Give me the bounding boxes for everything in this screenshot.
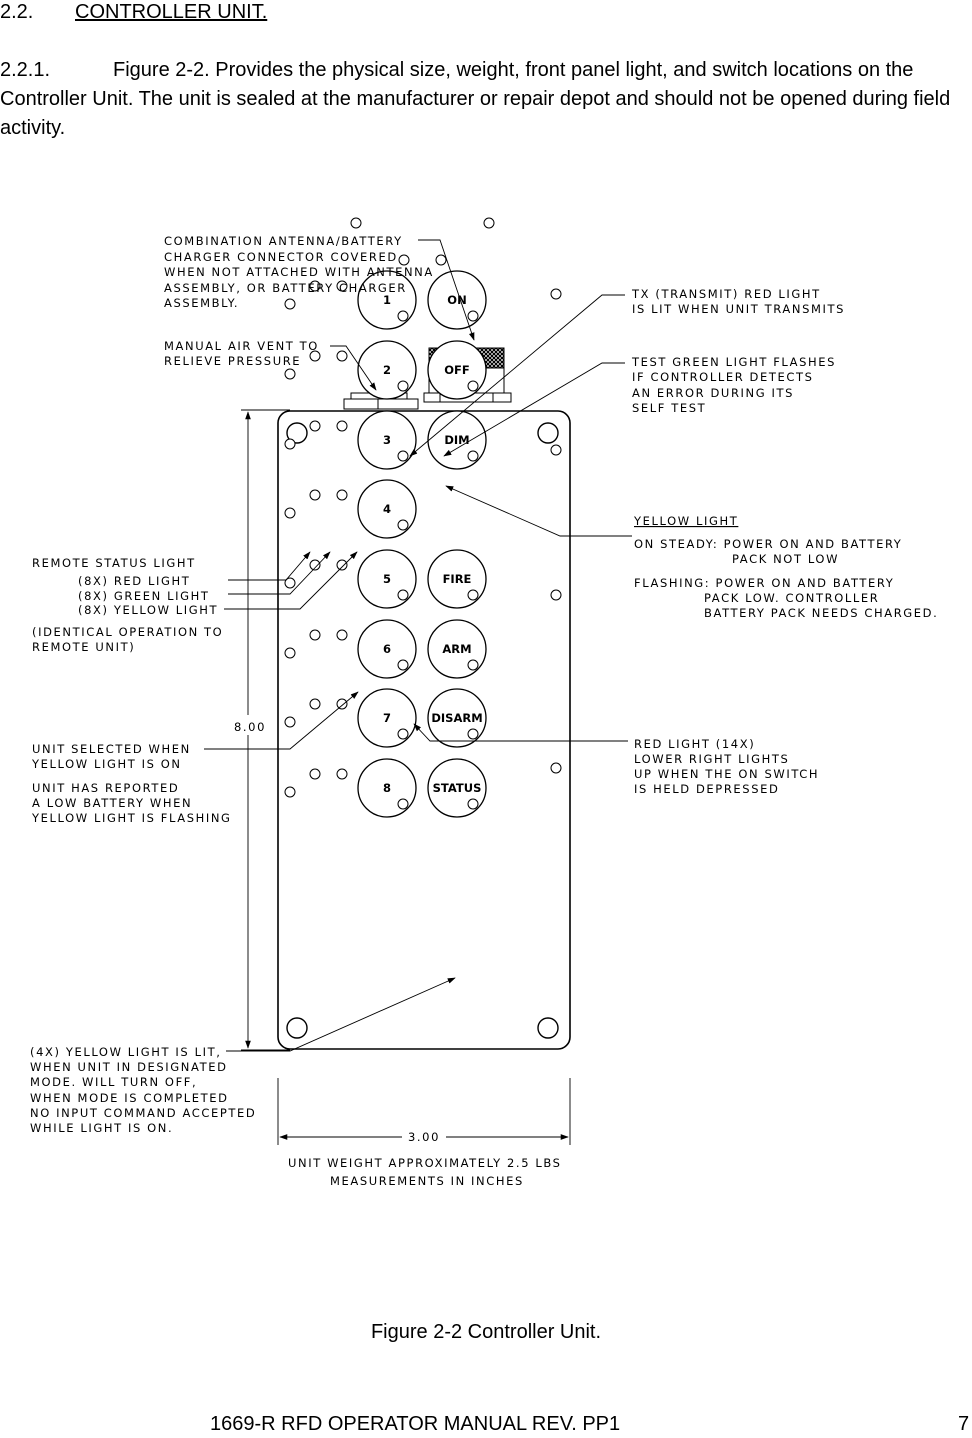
callout-line: BATTERY PACK NEEDS CHARGED. [704, 606, 939, 620]
callout-test-light [631, 355, 841, 415]
red-light [398, 799, 408, 809]
callout-line: FLASHING: POWER ON AND BATTERY [634, 576, 895, 590]
callout-air-vent [164, 339, 324, 368]
status-light [337, 769, 347, 779]
callout-line: IF CONTROLLER DETECTS [632, 370, 814, 384]
indicator-light [436, 255, 446, 265]
status-light [337, 490, 347, 500]
unit-button-label: 1 [382, 293, 392, 307]
indicator-light [551, 289, 561, 299]
red-light [398, 660, 408, 670]
callout-line: UP WHEN THE ON SWITCH [634, 767, 820, 781]
callout-line: ASSEMBLY. [164, 296, 240, 310]
controller-enclosure [278, 411, 570, 1049]
function-button[interactable] [428, 550, 486, 608]
status-light [285, 508, 295, 518]
callout-line: WHEN MODE IS COMPLETED [30, 1091, 229, 1105]
callout-line: WHILE LIGHT IS ON. [30, 1121, 174, 1135]
function-button-label: STATUS [432, 781, 482, 795]
callout-line: TEST GREEN LIGHT FLASHES [632, 355, 837, 369]
section-heading [0, 0, 267, 24]
callout-yellow-light-title: YELLOW LIGHT [634, 514, 739, 528]
status-light [337, 630, 347, 640]
function-button-label: ARM [442, 642, 472, 656]
callout-line: (8X) RED LIGHT [78, 574, 191, 588]
indicator-light [551, 590, 561, 600]
function-button[interactable] [428, 620, 486, 678]
callout-line: REMOTE UNIT) [32, 640, 136, 654]
callout-designated-mode [30, 1045, 262, 1135]
callout-line: AN ERROR DURING ITS [632, 386, 795, 400]
status-light [310, 421, 320, 431]
function-button-label: FIRE [442, 572, 472, 586]
callout-line: NO INPUT COMMAND ACCEPTED [30, 1106, 257, 1120]
red-light [468, 729, 478, 739]
status-light [285, 439, 295, 449]
function-button[interactable] [428, 411, 486, 469]
indicator-light [551, 763, 561, 773]
red-light [468, 660, 478, 670]
unit-button-label: 3 [382, 433, 392, 447]
status-light [337, 560, 347, 570]
red-light [468, 311, 478, 321]
unit-button-label: 6 [382, 642, 392, 656]
unit-select-button[interactable] [358, 480, 416, 538]
callout-line: PACK LOW. CONTROLLER [704, 591, 880, 605]
red-light [398, 451, 408, 461]
indicator-light [484, 218, 494, 228]
callout-line: WHEN NOT ATTACHED WITH ANTENNA [164, 265, 434, 279]
red-light [468, 799, 478, 809]
status-light [337, 421, 347, 431]
callout-line: RELIEVE PRESSURE [164, 354, 302, 368]
function-button-label: OFF [444, 363, 470, 377]
unit-select-button[interactable] [358, 341, 416, 399]
function-button[interactable] [428, 341, 486, 399]
callout-line: PACK NOT LOW [732, 552, 840, 566]
status-light [310, 630, 320, 640]
red-light [468, 590, 478, 600]
callout-line: MANUAL AIR VENT TO [164, 339, 319, 353]
status-light [310, 490, 320, 500]
unit-select-button[interactable] [358, 550, 416, 608]
callout-line: (4X) YELLOW LIGHT IS LIT, [30, 1045, 222, 1059]
dimension-width-label: 3.00 [408, 1130, 441, 1144]
status-light [285, 648, 295, 658]
paragraph-text: Figure 2-2. Provides the physical size, weight, front panel light, and switch locations on the Controller Unit. The unit is sealed at the manufacturer or repair depot and should not be opened during field activity. [0, 59, 951, 139]
function-button-label: DIM [444, 433, 470, 447]
callout-line: SELF TEST [632, 401, 707, 415]
red-light [398, 520, 408, 530]
page-number: 7 [958, 1413, 970, 1435]
status-light [285, 369, 295, 379]
unit-button-label: 2 [382, 363, 392, 377]
red-light [468, 451, 478, 461]
status-light [285, 787, 295, 797]
note-line: UNIT WEIGHT APPROXIMATELY 2.5 LBS [288, 1156, 562, 1170]
callout-line: UNIT HAS REPORTED [32, 781, 180, 795]
red-light [398, 381, 408, 391]
function-button-label: DISARM [431, 711, 483, 725]
indicator-light [551, 445, 561, 455]
status-light [285, 717, 295, 727]
unit-select-button[interactable] [358, 759, 416, 817]
callout-line: WHEN UNIT IN DESIGNATED [30, 1060, 228, 1074]
function-button-label: ON [447, 293, 467, 307]
callout-unit-selected [31, 742, 232, 825]
weight-note [288, 1156, 567, 1188]
footer-title: 1669-R RFD OPERATOR MANUAL REV. PP1 [210, 1413, 621, 1435]
unit-select-button[interactable] [358, 689, 416, 747]
callout-line: TX (TRANSMIT) RED LIGHT [632, 287, 821, 301]
controller-diagram [0, 200, 972, 1210]
callout-remote-status [32, 556, 229, 654]
function-button[interactable] [428, 271, 486, 329]
callout-line: (IDENTICAL OPERATION TO [32, 625, 224, 639]
callout-line: CHARGER CONNECTOR COVERED [164, 250, 398, 264]
status-light [337, 351, 347, 361]
figure-caption: Figure 2-2 Controller Unit. [370, 1321, 602, 1343]
callout-line: LOWER RIGHT LIGHTS [634, 752, 790, 766]
note-line: MEASUREMENTS IN INCHES [330, 1174, 524, 1188]
function-button[interactable] [428, 689, 486, 747]
callout-line: IS LIT WHEN UNIT TRANSMITS [632, 302, 846, 316]
callout-line: MODE. WILL TURN OFF, [30, 1075, 198, 1089]
red-light [398, 590, 408, 600]
section-title: CONTROLLER UNIT. [75, 1, 268, 23]
unit-select-button[interactable] [358, 411, 416, 469]
section-number: 2.2. [0, 1, 34, 23]
unit-button-label: 4 [382, 502, 392, 516]
red-light [398, 729, 408, 739]
paragraph-number: 2.2.1. [0, 59, 51, 81]
unit-select-button[interactable] [358, 620, 416, 678]
status-light [310, 560, 320, 570]
status-light [285, 299, 295, 309]
status-light [337, 699, 347, 709]
callout-line: A LOW BATTERY WHEN [32, 796, 193, 810]
callout-line: ASSEMBLY, OR BATTERY CHARGER [164, 281, 407, 295]
callout-line: YELLOW LIGHT IS ON [32, 757, 182, 771]
callout-yellow-light [634, 537, 938, 620]
status-light [310, 769, 320, 779]
red-light [398, 311, 408, 321]
callout-line: (8X) YELLOW LIGHT [78, 603, 219, 617]
mounting-holes [287, 423, 558, 1038]
callout-line: IS HELD DEPRESSED [634, 782, 780, 796]
indicator-lights [285, 218, 561, 797]
button-array [358, 271, 486, 817]
status-light [310, 699, 320, 709]
unit-select-button[interactable] [358, 271, 416, 329]
callout-line: UNIT SELECTED WHEN [32, 742, 191, 756]
paragraph [0, 56, 965, 143]
callout-line: RED LIGHT (14X) [634, 737, 756, 751]
unit-button-label: 8 [382, 781, 392, 795]
function-button[interactable] [428, 759, 486, 817]
dimension-height-label: 8.00 [234, 720, 267, 734]
red-light [468, 381, 478, 391]
callout-red-light [634, 737, 824, 796]
callout-line: ON STEADY: POWER ON AND BATTERY [634, 537, 903, 551]
callout-line: COMBINATION ANTENNA/BATTERY [164, 234, 403, 248]
indicator-light [351, 218, 361, 228]
callout-line: (8X) GREEN LIGHT [78, 589, 210, 603]
unit-button-label: 5 [382, 572, 392, 586]
callout-line: YELLOW LIGHT IS FLASHING [32, 811, 232, 825]
callout-tx-light [631, 287, 845, 316]
callout-line: REMOTE STATUS LIGHT [32, 556, 196, 570]
unit-button-label: 7 [382, 711, 392, 725]
controller-unit-figure [0, 200, 972, 1210]
